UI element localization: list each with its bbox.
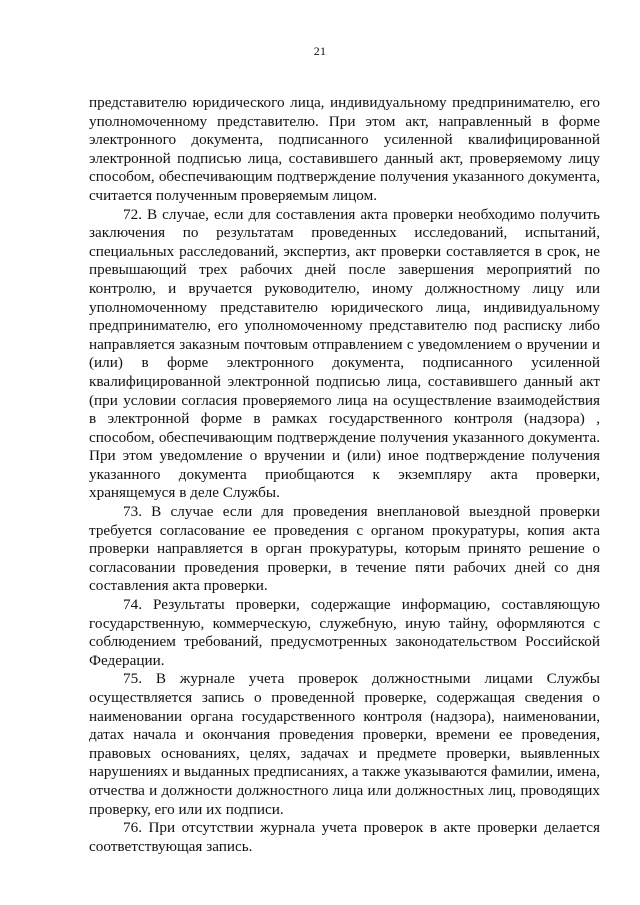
paragraph-75: 75. В журнале учета проверок должностными лицами Службы осуществляется запись о проведенной проверке, содержащая сведения о наименовании органа государственного контроля (надзора), наименовании, датах начала и окончания проведения проверки, времени ее проведения, правовых основаниях, целях, задачах и предмете проверки, выявленных нарушениях и выданных предписаниях, а также указываются фамилии, имена, отчества и должности должностного лица или должностных лиц, проводящих проверку, его или их подписи. — [89, 670, 600, 818]
paragraph-76: 76. При отсутствии журнала учета проверок в акте проверки делается соответствующая запись. — [89, 819, 600, 855]
paragraph-72: 72. В случае, если для составления акта проверки необходимо получить заключения по результатам проведенных исследований, испытаний, специальных расследований, экспертиз, акт проверки составляется в срок, не превышающий трех рабочих дней после завершения мероприятий по контролю, и вручается руководителю, иному должностному лицу или уполномоченному представителю юридического лица, индивидуальному предпринимателю, его уполномоченному представителю под расписку либо направляется заказным почтовым отправлением с уведомлением о вручении и (или) в форме электронного документа, подписанного усиленной квалифицированной электронной подписью лица, составившего данный акт (при условии согласия проверяемого лица на осуществление взаимодействия в электронной форме в рамках государственного контроля (надзора) , способом, обеспечивающим подтверждение получения указанного документа. При этом уведомление о вручении и (или) иное подтверждение получения указанного документа приобщаются к экземпляру акта проверки, хранящемуся в деле Службы. — [89, 205, 600, 502]
paragraph-74: 74. Результаты проверки, содержащие информацию, составляющую государственную, коммерческую, служебную, иную тайну, оформляются с соблюдением требований, предусмотренных законодательством Российской Федерации. — [89, 596, 600, 669]
page-number: 21 — [313, 44, 327, 58]
paragraph-73: 73. В случае если для проведения внеплановой выездной проверки требуется согласование ее проведения с органом прокуратуры, копия акта проверки направляется в орган прокуратуры, которым принято решение о согласовании проведения проверки, в течение пяти рабочих дней со дня составления акта проверки. — [89, 503, 600, 595]
paragraph-continuation: представителю юридического лица, индивидуальному предпринимателю, его уполномоченному представителю. При этом акт, направленный в форме электронного документа, подписанного усиленной квалифицированной электронной подписью лица, составившего данный акт, проверяемому лицу способом, обеспечивающим подтверждение получения указанного документа, считается полученным проверяемым лицом. — [89, 94, 600, 204]
document-body — [89, 94, 600, 856]
